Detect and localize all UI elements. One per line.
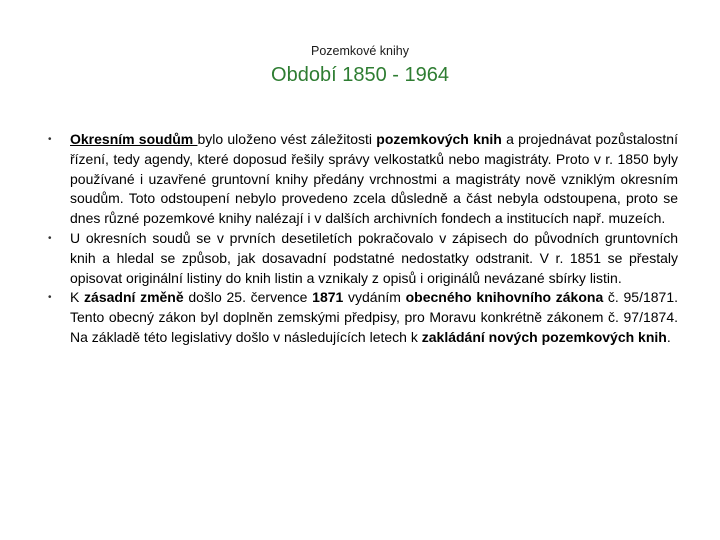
bullet-list (48, 130, 678, 348)
bullet-dot: • (48, 232, 52, 244)
bullet-item (48, 288, 678, 347)
text-segment: 1871 (312, 289, 344, 306)
bullet-text (70, 288, 678, 347)
text-segment: K (70, 289, 85, 306)
bullet-text (70, 229, 678, 288)
text-segment: a projednávat pozůstalostní řízení, tedy agendy, které doposud řešily správy velkostatků nebo magistráty. Proto v r. 1850 byly používané i uzavřené gruntovní knihy předány vrchnostmi a magistráty nově vzniklým okresním soudům. Toto odstoupení nebylo provedeno zcela důsledně a část nebyla odstoupena, proto se dnes různé pozemkové knihy nalézají i v dalších archivních fondech a institucích např. muzeích. (70, 131, 678, 227)
slide-title: Období 1850 - 1964 (271, 64, 449, 86)
text-segment: Okresním soudům (70, 131, 198, 147)
text-segment: zásadní změně (84, 289, 184, 306)
slide-subtitle: Pozemkové knihy (311, 44, 409, 58)
bullet-item (48, 229, 678, 288)
text-segment: U okresních soudů se v prvních desetiletích pokračovalo v zápisech do původních gruntovních knih a hledal se způsob, jak dosavadní podstatné nedostatky odstranit. V r. 1851 se přestaly opisovat originální listiny do knih listin a vznikaly z opisů i originálů nevázané sbírky listin. (70, 229, 678, 286)
bullet-dot: • (48, 292, 52, 304)
text-segment: č. 95/1871. Tento obecný zákon byl doplněn zemskými předpisy, pro Moravu konkrétně zákonem č. 97/1874. Na základě této legislativy došlo v následujících letech k (70, 289, 678, 345)
bullet-text (70, 130, 678, 229)
bullet-item (48, 130, 678, 229)
bullet-dot: • (48, 134, 52, 145)
text-segment: . (666, 328, 671, 345)
text-segment: pozemkových knih (376, 131, 502, 147)
text-segment: vydáním (343, 289, 406, 306)
text-segment: došlo 25. července (183, 289, 313, 306)
text-segment: obecného knihovního zákona (405, 289, 604, 306)
text-segment: bylo uloženo vést záležitosti (197, 131, 377, 147)
text-segment: zakládání nových pozemkových knih (421, 328, 667, 345)
